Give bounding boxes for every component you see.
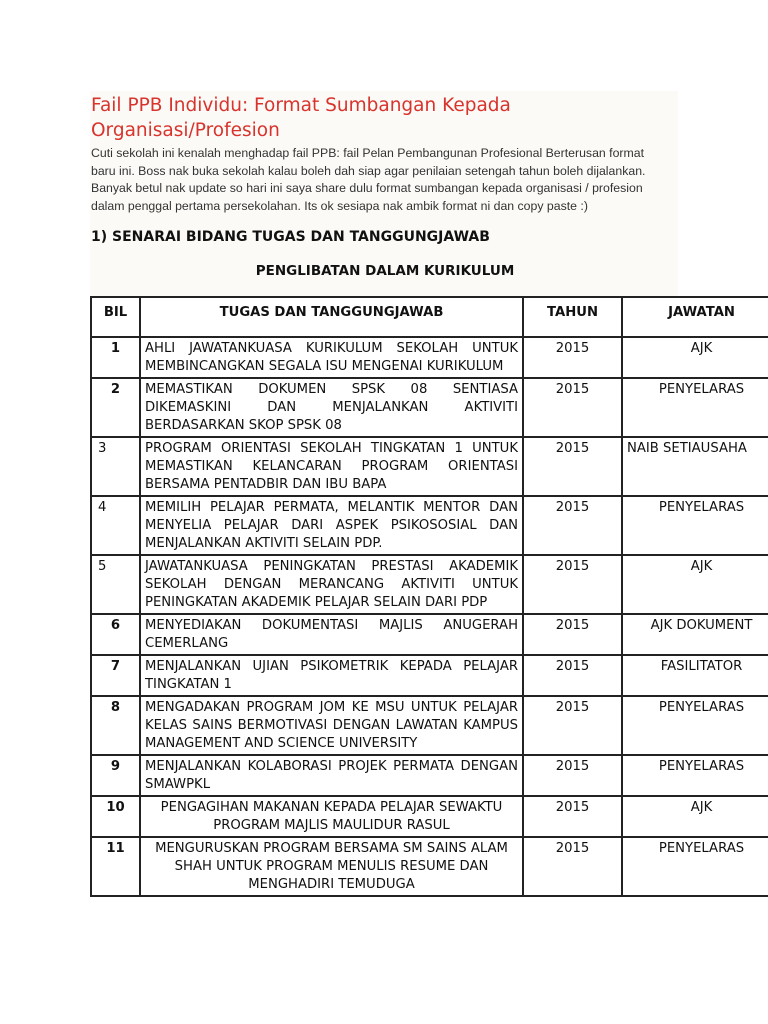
- table-row: [91, 696, 768, 755]
- row-number: 3: [91, 437, 140, 496]
- table-row: [91, 378, 768, 437]
- row-number: 5: [91, 555, 140, 614]
- row-task: MEMASTIKAN DOKUMEN SPSK 08 SENTIASA DIKEMASKINI DAN MENJALANKAN AKTIVITI BERDASARKAN SKOP SPSK 08: [140, 378, 523, 437]
- duties-table: [90, 296, 768, 897]
- row-post: PENYELARAS: [622, 837, 768, 896]
- row-number: 8: [91, 696, 140, 755]
- table-row: [91, 496, 768, 555]
- row-year: 2015: [523, 837, 622, 896]
- row-number: 7: [91, 655, 140, 696]
- table-row: [91, 655, 768, 696]
- row-post: PENYELARAS: [622, 755, 768, 796]
- row-year: 2015: [523, 437, 622, 496]
- row-post: AJK: [622, 796, 768, 837]
- row-task: PROGRAM ORIENTASI SEKOLAH TINGKATAN 1 UNTUK MEMASTIKAN KELANCARAN PROGRAM ORIENTASI BERSAMA PENTADBIR DAN IBU BAPA: [140, 437, 523, 496]
- row-post: PENYELARAS: [622, 378, 768, 437]
- row-task: JAWATANKUASA PENINGKATAN PRESTASI AKADEMIK SEKOLAH DENGAN MERANCANG AKTIVITI UNTUK PENINGKATAN AKADEMIK PELAJAR SELAIN DARI PDP: [140, 555, 523, 614]
- row-year: 2015: [523, 655, 622, 696]
- header-post: JAWATAN: [622, 297, 768, 337]
- row-number: 4: [91, 496, 140, 555]
- row-task: MEMILIH PELAJAR PERMATA, MELANTIK MENTOR DAN MENYELIA PELAJAR DARI ASPEK PSIKOSOSIAL DAN MENJALANKAN AKTIVITI SELAIN PDP.: [140, 496, 523, 555]
- row-number: 10: [91, 796, 140, 837]
- row-year: 2015: [523, 696, 622, 755]
- row-year: 2015: [523, 378, 622, 437]
- page-title: Fail PPB Individu: Format Sumbangan Kepada Organisasi/Profesion: [91, 95, 511, 141]
- table-row: [91, 796, 768, 837]
- table-caption: PENGLIBATAN DALAM KURIKULUM: [255, 263, 515, 279]
- row-post: AJK: [622, 555, 768, 614]
- row-number: 11: [91, 837, 140, 896]
- header-year: TAHUN: [523, 297, 622, 337]
- table-row: [91, 755, 768, 796]
- row-task: MENGADAKAN PROGRAM JOM KE MSU UNTUK PELAJAR KELAS SAINS BERMOTIVASI DENGAN LAWATAN KAMPUS MANAGEMENT AND SCIENCE UNIVERSITY: [140, 696, 523, 755]
- row-task: MENGURUSKAN PROGRAM BERSAMA SM SAINS ALAM SHAH UNTUK PROGRAM MENULIS RESUME DAN MENGHADIRI TEMUDUGA: [140, 837, 523, 896]
- table-row: [91, 437, 768, 496]
- article-description: Cuti sekolah ini kenalah menghadap fail PPB: fail Pelan Pembangunan Profesional Berterusan format baru ini. Boss nak buka sekolah kalau boleh dah siap agar penilaian setengah tahun boleh dijalankan. Banyak betul nak update so hari ini saya share dulu format sumbangan kepada organisasi / profesion dalam penggal pertama persekolahan. Its ok sesiapa nak ambik format ni dan copy paste :): [91, 146, 646, 213]
- table-row: [91, 614, 768, 655]
- row-task: MENJALANKAN KOLABORASI PROJEK PERMATA DENGAN SMAWPKL: [140, 755, 523, 796]
- table-row: [91, 837, 768, 896]
- row-post: FASILITATOR: [622, 655, 768, 696]
- row-number: 9: [91, 755, 140, 796]
- table-row: [91, 337, 768, 378]
- row-year: 2015: [523, 496, 622, 555]
- header-task: TUGAS DAN TANGGUNGJAWAB: [140, 297, 523, 337]
- row-year: 2015: [523, 555, 622, 614]
- row-post: AJK DOKUMENT: [622, 614, 768, 655]
- row-post: NAIB SETIAUSAHA: [622, 437, 768, 496]
- row-task: MENYEDIAKAN DOKUMENTASI MAJLIS ANUGERAH CEMERLANG: [140, 614, 523, 655]
- row-year: 2015: [523, 755, 622, 796]
- row-year: 2015: [523, 614, 622, 655]
- row-task: AHLI JAWATANKUASA KURIKULUM SEKOLAH UNTUK MEMBINCANGKAN SEGALA ISU MENGENAI KURIKULUM: [140, 337, 523, 378]
- row-number: 6: [91, 614, 140, 655]
- table-row: [91, 555, 768, 614]
- section-heading: 1) SENARAI BIDANG TUGAS DAN TANGGUNGJAWAB: [91, 229, 490, 245]
- row-post: PENYELARAS: [622, 496, 768, 555]
- row-year: 2015: [523, 337, 622, 378]
- header-bil: BIL: [91, 297, 140, 337]
- row-post: PENYELARAS: [622, 696, 768, 755]
- row-task: PENGAGIHAN MAKANAN KEPADA PELAJAR SEWAKTU PROGRAM MAJLIS MAULIDUR RASUL: [140, 796, 523, 837]
- row-number: 2: [91, 378, 140, 437]
- row-task: MENJALANKAN UJIAN PSIKOMETRIK KEPADA PELAJAR TINGKATAN 1: [140, 655, 523, 696]
- row-post: AJK: [622, 337, 768, 378]
- row-year: 2015: [523, 796, 622, 837]
- row-number: 1: [91, 337, 140, 378]
- table-header-row: [91, 297, 768, 337]
